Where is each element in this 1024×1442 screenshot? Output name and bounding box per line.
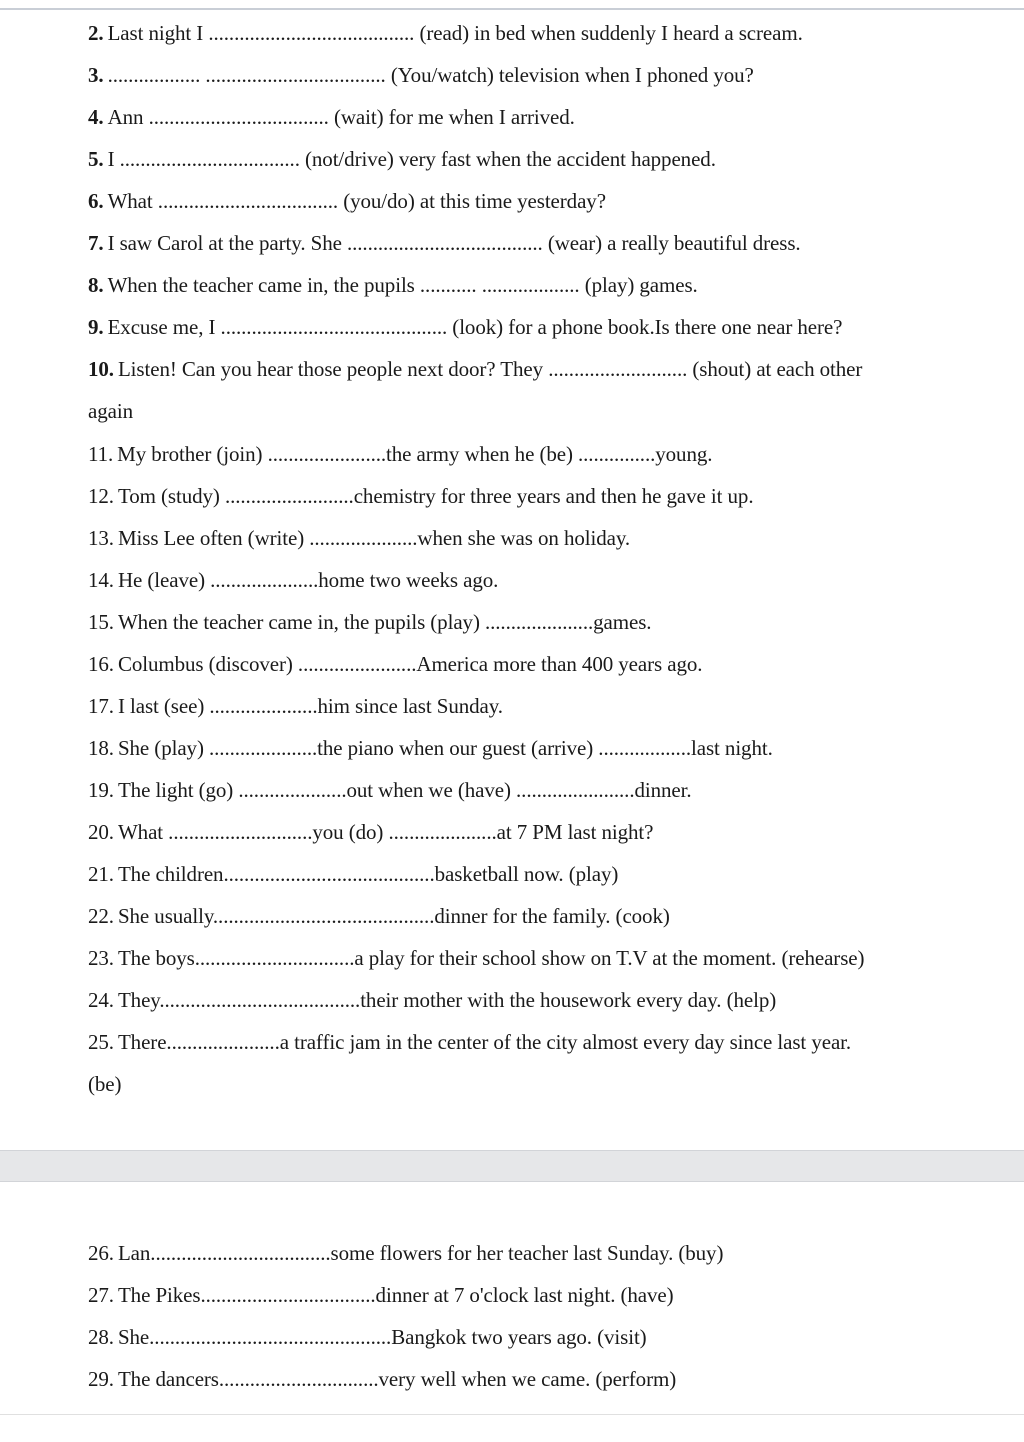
exercise-item-7 (88, 229, 1018, 257)
item-text: I ................................... (not/drive) very fast when the accident happened. (107, 147, 716, 171)
item-text: He (leave) .....................home two weeks ago. (117, 568, 499, 592)
item-number: 10. (88, 357, 114, 381)
item-number: 24. (88, 988, 114, 1012)
item-number: 14. (88, 568, 114, 592)
item-number: 15. (88, 610, 114, 634)
item-number: 23. (88, 946, 114, 970)
item-text: The light (go) .....................out when we (have) .......................dinner. (117, 778, 692, 802)
exercise-item-6 (88, 187, 1018, 215)
exercise-item-14 (88, 566, 1018, 594)
exercise-item-10-continued (88, 397, 1018, 425)
item-number: 5. (88, 147, 104, 171)
item-text: The dancers...............................very well when we came. (perform) (117, 1367, 677, 1391)
item-number: 21. (88, 862, 114, 886)
page-break-band (0, 1150, 1024, 1182)
bottom-divider (0, 1414, 1024, 1415)
item-text: Last night I ........................................ (read) in bed when suddenly I heard a scream. (107, 21, 803, 45)
exercise-item-25-continued (88, 1070, 1018, 1098)
exercise-item-11 (88, 440, 1018, 468)
exercise-item-27 (88, 1281, 1018, 1309)
item-number: 17. (88, 694, 114, 718)
item-text: The Pikes..................................dinner at 7 o'clock last night. (have) (117, 1283, 674, 1307)
item-number: 25. (88, 1030, 114, 1054)
item-text: Ann ................................... (wait) for me when I arrived. (107, 105, 575, 129)
item-text: .................. ................................... (You/watch) television when I phoned you? (107, 63, 754, 87)
item-number: 26. (88, 1241, 114, 1265)
item-number: 3. (88, 63, 104, 87)
exercise-item-24 (88, 986, 1018, 1014)
item-number: 12. (88, 484, 114, 508)
exercise-item-5 (88, 145, 1018, 173)
item-number: 8. (88, 273, 104, 297)
item-number: 29. (88, 1367, 114, 1391)
item-text: What ............................you (do) .....................at 7 PM last night? (117, 820, 654, 844)
item-number: 13. (88, 526, 114, 550)
item-text: The children.........................................basketball now. (play) (117, 862, 619, 886)
item-number: 11. (88, 442, 114, 466)
item-text: (be) (88, 1072, 122, 1096)
exercise-item-29 (88, 1365, 1018, 1393)
item-number: 16. (88, 652, 114, 676)
item-text: She...............................................Bangkok two years ago. (visit) (117, 1325, 647, 1349)
item-text: again (88, 399, 133, 423)
exercise-item-10 (88, 355, 1018, 383)
item-text: The boys...............................a play for their school show on T.V at the moment. (rehearse) (117, 946, 865, 970)
item-text: Columbus (discover) .......................America more than 400 years ago. (117, 652, 703, 676)
exercise-item-22 (88, 902, 1018, 930)
exercise-item-26 (88, 1239, 1018, 1267)
item-text: When the teacher came in, the pupils (play) .....................games. (117, 610, 652, 634)
item-number: 27. (88, 1283, 114, 1307)
exercise-item-16 (88, 650, 1018, 678)
exercise-item-28 (88, 1323, 1018, 1351)
item-text: She usually...........................................dinner for the family. (cook) (117, 904, 670, 928)
item-text: Listen! Can you hear those people next door? They ........................... (shout) at each other (117, 357, 863, 381)
top-divider (0, 8, 1024, 10)
exercise-item-21 (88, 860, 1018, 888)
item-text: She (play) .....................the piano when our guest (arrive) ..................last night. (117, 736, 773, 760)
exercise-item-18 (88, 734, 1018, 762)
item-number: 22. (88, 904, 114, 928)
item-text: My brother (join) .......................the army when he (be) ...............young. (117, 442, 713, 466)
item-text: When the teacher came in, the pupils ........... ................... (play) games. (107, 273, 698, 297)
item-text: Miss Lee often (write) .....................when she was on holiday. (117, 526, 631, 550)
item-text: Lan...................................some flowers for her teacher last Sunday. (buy) (117, 1241, 724, 1265)
exercise-item-9 (88, 313, 1018, 341)
exercise-item-25 (88, 1028, 1018, 1056)
item-number: 4. (88, 105, 104, 129)
exercise-item-19 (88, 776, 1018, 804)
exercise-item-12 (88, 482, 1018, 510)
item-number: 6. (88, 189, 104, 213)
item-number: 7. (88, 231, 104, 255)
exercise-item-23 (88, 944, 1018, 972)
item-number: 28. (88, 1325, 114, 1349)
item-number: 18. (88, 736, 114, 760)
item-text: They.......................................their mother with the housework every day. (help) (117, 988, 777, 1012)
item-text: I last (see) .....................him since last Sunday. (117, 694, 503, 718)
item-text: There......................a traffic jam in the center of the city almost every day since last year. (117, 1030, 852, 1054)
exercise-item-2 (88, 19, 1018, 47)
exercise-item-8 (88, 271, 1018, 299)
exercise-item-15 (88, 608, 1018, 636)
item-text: Excuse me, I ............................................ (look) for a phone book.Is there one near here? (107, 315, 843, 339)
exercise-item-3 (88, 61, 1018, 89)
exercise-item-17 (88, 692, 1018, 720)
item-number: 19. (88, 778, 114, 802)
item-number: 20. (88, 820, 114, 844)
exercise-item-4 (88, 103, 1018, 131)
exercise-item-13 (88, 524, 1018, 552)
item-text: I saw Carol at the party. She ...................................... (wear) a really beautiful dress. (107, 231, 801, 255)
exercise-item-20 (88, 818, 1018, 846)
item-number: 2. (88, 21, 104, 45)
item-text: Tom (study) .........................chemistry for three years and then he gave it up. (117, 484, 754, 508)
item-number: 9. (88, 315, 104, 339)
item-text: What ................................... (you/do) at this time yesterday? (107, 189, 606, 213)
